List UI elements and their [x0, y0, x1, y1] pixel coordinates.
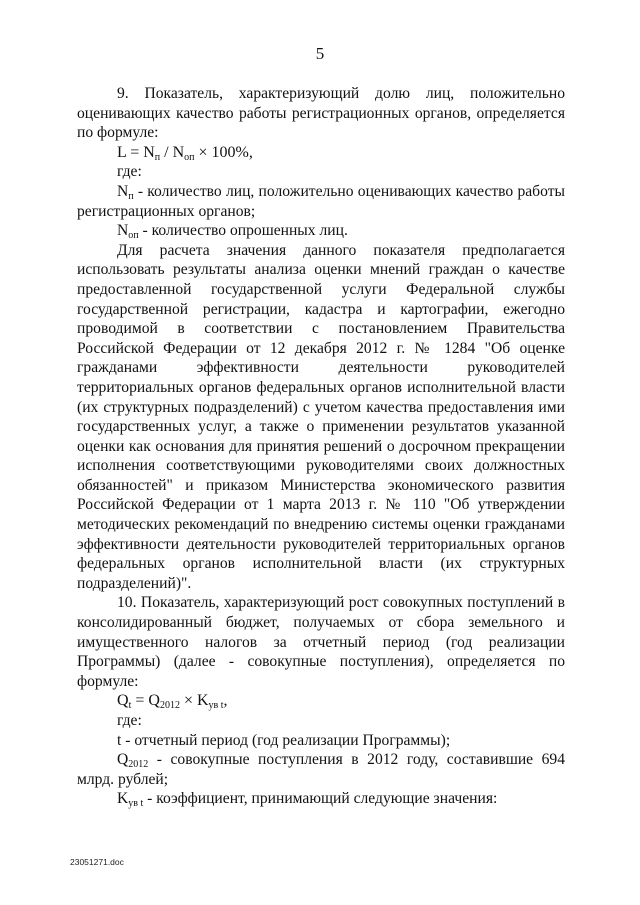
legend-kuvt-symbol: K — [117, 790, 129, 808]
legend-t-text: - отчетный период (год реализации Программы); — [121, 731, 451, 749]
formula-qt-var2-sub: ув t — [208, 700, 224, 712]
document-file-code: 23051271.doc — [70, 857, 124, 867]
formula-qt-eq: = — [131, 692, 149, 710]
section-9-intro: 9. Показатель, характеризующий долю лиц, положительно оценивающих качество работы регистрационных органов, определяется по формуле: — [77, 85, 565, 142]
legend-nop-sub: оп — [128, 230, 139, 242]
formula-l-var2-sub: оп — [184, 151, 195, 163]
legend-kuvt-sub: ув t — [128, 798, 144, 810]
formula-l-div: / — [160, 143, 173, 161]
section-9-explanation: Для расчета значения данного показателя предполагается использовать результаты анализа оценки мнений граждан о качестве предоставленной государственной услуги Федеральной службы государственной регистрации, кадастра и картографии, ежегодно проводимой в соответствии с постановлением Правительства Российской Федерации от 12 декабря 2012 г. № 1284 "Об оценке гражданами эффективности деятельности руководителей территориальных органов федеральных органов исполнительной власти (их структурных подразделений) с учетом качества предоставления ими государственных услуг, а также о применении результатов указанной оценки как основания для принятия решений о досрочном прекращении исполнения соответствующими руководителями своих должностных обязанностей" и приказом Министерства экономического развития Российской Федерации от 1 марта 2013 г. № 110 "Об утверждении методических рекомендаций по внедрению системы оценки гражданами эффективности деятельности руководителей территориальных органов федеральных органов исполнительной власти (их структурных подразделений)". — [77, 241, 565, 592]
formula-qt-var1-sub: 2012 — [159, 700, 180, 712]
formula-l-var1-sub: п — [154, 151, 161, 163]
formula-qt-mul: × — [179, 692, 197, 710]
document-body — [77, 84, 565, 809]
formula-l — [77, 143, 565, 163]
formula-l-var1: N — [143, 143, 155, 161]
formula-qt-lhs: Q — [117, 692, 129, 710]
legend-np-symbol: N — [117, 182, 129, 200]
legend-item-q2012 — [77, 750, 565, 789]
formula-l-tail: × 100%, — [194, 143, 253, 161]
legend-item-kuvt — [77, 789, 565, 809]
section-9-where: где: — [117, 163, 142, 181]
formula-l-var2: N — [172, 143, 185, 161]
legend-item-nop — [77, 221, 565, 241]
formula-qt-tail: , — [223, 692, 228, 710]
page-number: 5 — [315, 44, 325, 63]
legend-item-np — [77, 182, 565, 221]
section-10-where: где: — [117, 712, 142, 729]
legend-nop-text: - количество опрошенных лиц. — [138, 222, 348, 240]
formula-l-eq: = — [126, 143, 144, 161]
legend-item-t — [77, 731, 565, 751]
formula-qt-var2: K — [196, 692, 209, 710]
legend-q2012-sub: 2012 — [128, 759, 149, 771]
section-10-intro: 10. Показатель, характеризующий рост совокупных поступлений в консолидированный бюджет, получаемых от сбора земельного и имущественного налогов за отчетный период (год реализации Программы) (далее - совокупные поступления), определяется по формуле: — [77, 594, 565, 690]
legend-nop-symbol: N — [117, 222, 129, 240]
legend-q2012-text: - совокупные поступления в 2012 году, составившие 694 млрд. рублей; — [77, 751, 565, 788]
formula-l-lhs: L — [117, 143, 127, 161]
legend-t-symbol: t — [117, 731, 122, 749]
legend-np-text: - количество лиц, положительно оценивающих качество работы регистрационных органов; — [77, 182, 565, 220]
formula-qt-lhs-sub: t — [128, 700, 132, 712]
formula-qt-var1: Q — [148, 692, 160, 710]
legend-np-sub: п — [128, 190, 134, 202]
legend-q2012-symbol: Q — [117, 751, 129, 769]
formula-qt — [77, 691, 565, 711]
legend-kuvt-text: - коэффициент, принимающий следующие значения: — [143, 790, 498, 808]
